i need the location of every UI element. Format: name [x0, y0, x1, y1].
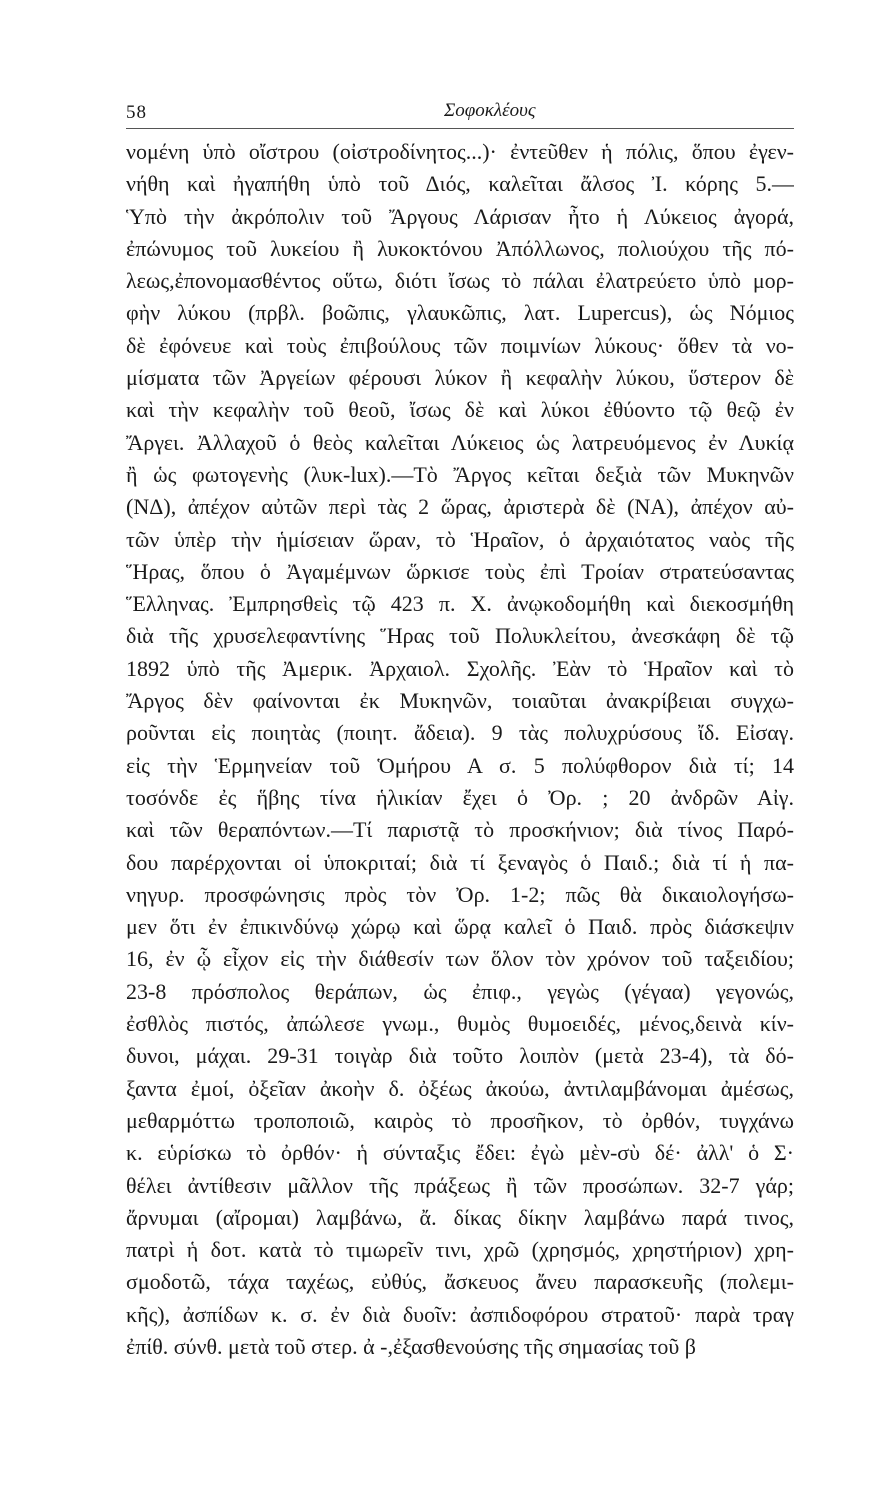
- text-line: (ΝΔ), ἀπέχον αὐτῶν περὶ τὰς 2 ὥρας, ἀριστερὰ δὲ (ΝΑ), ἀπέχον αὐ-: [126, 494, 794, 520]
- text-line: Ἕλληνας. Ἐμπρησθεὶς τῷ 423 π. Χ. ἀνῳκοδομήθη καὶ διεκοσμήθη: [126, 591, 794, 617]
- text-line: ἐπίθ. σύνθ. μετὰ τοῦ στερ. ἀ -,ἐξασθενούσης τῆς σημασίας τοῦ β: [126, 1333, 696, 1359]
- text-line: 16, ἐν ᾧ εἶχον εἰς τὴν διάθεσίν των ὅλον τὸν χρόνον τοῦ ταξειδίου;: [126, 946, 794, 972]
- text-line: Ἥρας, ὅπου ὁ Ἀγαμέμνων ὥρκισε τοὺς ἐπὶ Τροίαν στρατεύσαντας: [126, 558, 794, 584]
- text-line: τῶν ὑπὲρ τὴν ἡμίσειαν ὥραν, τὸ Ἡραῖον, ὁ ἀρχαιότατος ναὸς τῆς: [126, 526, 794, 552]
- text-line: ἄρνυμαι (αἴρομαι) λαμβάνω, ἄ. δίκας δίκην λαμβάνω παρά τινος,: [126, 1204, 794, 1230]
- commentary-text: [126, 136, 794, 1363]
- text-line: 23-8 πρόσπολος θεράπων, ὡς ἐπιφ., γεγὼς (γέγαα) γεγονώς,: [126, 978, 794, 1004]
- text-line: νήθη καὶ ἠγαπήθη ὑπὸ τοῦ Διός, καλεῖται ἄλσος Ἰ. κόρης 5.—: [126, 171, 794, 197]
- text-line: μεν ὅτι ἐν ἐπικινδύνῳ χώρῳ καὶ ὥρᾳ καλεῖ ὁ Παιδ. πρὸς διάσκεψιν: [126, 914, 794, 940]
- text-line: νηγυρ. προσφώνησις πρὸς τὸν Ὀρ. 1-2; πῶς θὰ δικαιολογήσω-: [126, 881, 794, 907]
- text-line: ἐπώνυμος τοῦ λυκείου ἢ λυκοκτόνου Ἀπόλλωνος, πολιούχου τῆς πό-: [126, 235, 794, 261]
- text-line: νομένη ὑπὸ οἴστρου (οἰστροδίνητος...)· ἐντεῦθεν ἡ πόλις, ὅπου ἐγεν-: [126, 139, 794, 164]
- text-line: δὲ ἐφόνευε καὶ τοὺς ἐπιβούλους τῶν ποιμνίων λύκους· ὅθεν τὰ νο-: [126, 332, 794, 358]
- text-line: μεθαρμόττω τροποποιῶ, καιρὸς τὸ προσῆκον, τὸ ὀρθόν, τυγχάνω: [126, 1107, 794, 1133]
- text-line: τοσόνδε ἐς ἥβης τίνα ἡλικίαν ἔχει ὁ Ὀρ. ; 20 ἀνδρῶν Αἰγ.: [126, 784, 794, 810]
- text-line: καὶ τῶν θεραπόντων.—Τί παριστᾷ τὸ προσκήνιον; διὰ τίνος Παρό-: [126, 817, 794, 843]
- page-header: [126, 100, 794, 124]
- text-line: δου παρέρχονται οἱ ὑποκριταί; διὰ τί ξεναγὸς ὁ Παιδ.; διὰ τί ἡ πα-: [126, 849, 794, 875]
- text-line: δυνοι, μάχαι. 29-31 τοιγὰρ διὰ τοῦτο λοιπὸν (μετὰ 23-4), τὰ δό-: [126, 1043, 794, 1069]
- text-line: διὰ τῆς χρυσελεφαντίνης Ἥρας τοῦ Πολυκλείτου, ἀνεσκάφη δὲ τῷ: [126, 623, 794, 649]
- text-line: κ. εὑρίσκω τὸ ὀρθόν· ἡ σύνταξις ἔδει: ἐγὼ μὲν-σὺ δέ· ἀλλ' ὁ Σ·: [126, 1140, 794, 1166]
- text-line: φὴν λύκου (πρβλ. βοῶπις, γλαυκῶπις, λατ. Lupercus), ὡς Νόμιος: [126, 300, 794, 326]
- page-number: 58: [126, 102, 147, 123]
- text-line: Ἄργει. Ἀλλαχοῦ ὁ θεὸς καλεῖται Λύκειος ὡς λατρευόμενος ἐν Λυκίᾳ: [126, 429, 794, 455]
- running-title: Σοφοκλέους: [444, 100, 536, 121]
- text-line: μίσματα τῶν Ἀργείων φέρουσι λύκον ἢ κεφαλὴν λύκου, ὕστερον δὲ: [126, 365, 794, 391]
- text-line: ροῦνται εἰς ποιητὰς (ποιητ. ἄδεια). 9 τὰς πολυχρύσους ἴδ. Εἰσαγ.: [126, 720, 794, 746]
- text-line: θέλει ἀντίθεσιν μᾶλλον τῆς πράξεως ἢ τῶν προσώπων. 32-7 γάρ;: [126, 1172, 794, 1198]
- text-line: 1892 ὑπὸ τῆς Ἀμερικ. Ἀρχαιολ. Σχολῆς. Ἐὰν τὸ Ἡραῖον καὶ τὸ: [126, 655, 794, 681]
- text-line: ἢ ὡς φωτογενὴς (λυκ-lux).—Τὸ Ἄργος κεῖται δεξιὰ τῶν Μυκηνῶν: [126, 461, 794, 487]
- text-line: ξαντα ἐμοί, ὀξεῖαν ἀκοὴν δ. ὀξέως ἀκούω, ἀντιλαμβάνομαι ἀμέσως,: [126, 1075, 794, 1101]
- text-line: Ἄργος δὲν φαίνονται ἐκ Μυκηνῶν, τοιαῦται ἀνακρίβειαι συγχω-: [126, 688, 794, 714]
- text-line: σμοδοτῶ, τάχα ταχέως, εὐθύς, ἄσκευος ἄνευ παρασκευῆς (πολεμι-: [126, 1269, 794, 1295]
- text-line: κῆς), ἀσπίδων κ. σ. ἐν διὰ δυοῖν: ἀσπιδοφόρου στρατοῦ· παρὰ τραγ: [126, 1301, 794, 1327]
- text-line: πατρὶ ἡ δοτ. κατὰ τὸ τιμωρεῖν τινι, χρῶ (χρησμός, χρηστήριον) χρη-: [126, 1237, 794, 1263]
- text-line: ἐσθλὸς πιστός, ἀπώλεσε γνωμ., θυμὸς θυμοειδές, μένος,δεινὰ κίν-: [126, 1011, 794, 1037]
- text-line: εἰς τὴν Ἑρμηνείαν τοῦ Ὁμήρου Α σ. 5 πολύφθορον διὰ τί; 14: [126, 752, 794, 778]
- text-line: Ὑπὸ τὴν ἀκρόπολιν τοῦ Ἄργους Λάρισαν ἦτο ἡ Λύκειος ἀγορά,: [126, 203, 794, 229]
- text-line: λεως,ἐπονομασθέντος οὕτω, διότι ἴσως τὸ πάλαι ἐλατρεύετο ὑπὸ μορ-: [126, 268, 794, 294]
- header-rule: [126, 128, 794, 129]
- text-line: καὶ τὴν κεφαλὴν τοῦ θεοῦ, ἴσως δὲ καὶ λύκοι ἐθύοντο τῷ θεῷ ἐν: [126, 397, 794, 423]
